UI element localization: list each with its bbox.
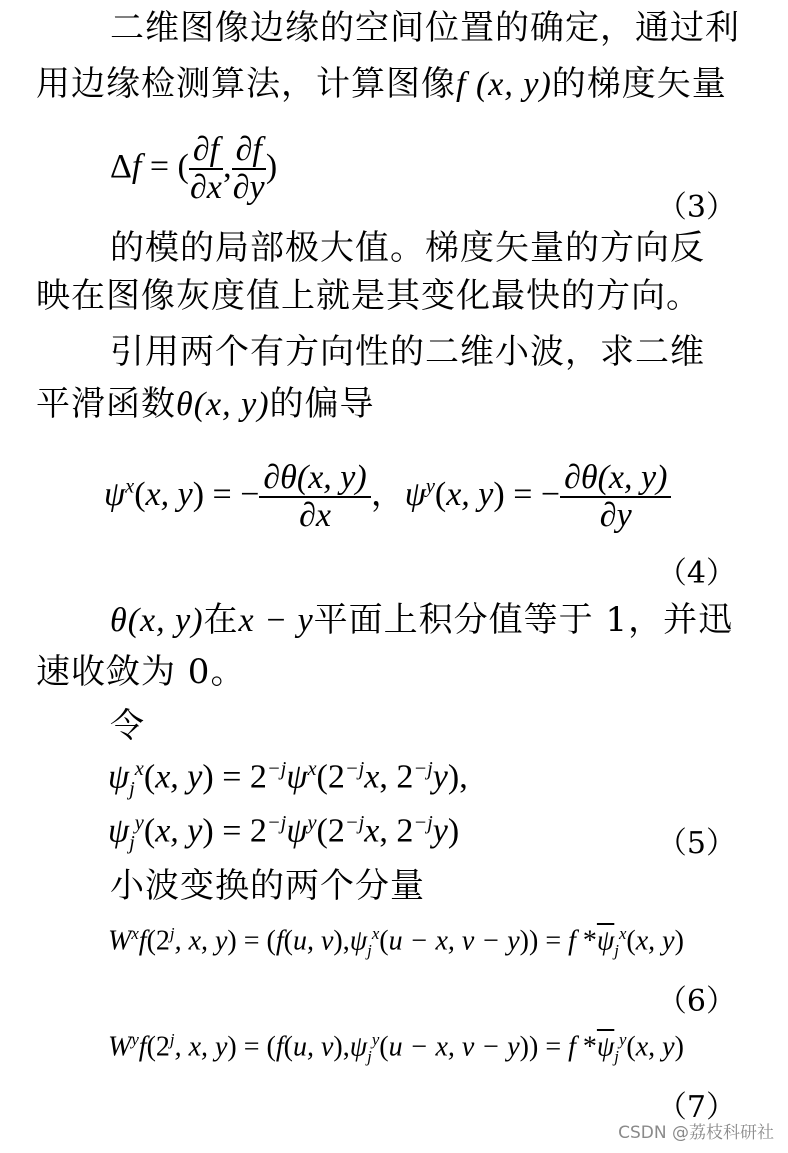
- paragraph-4-line-1: θ(x, y)在x − y平面上积分值等于 1，并迅: [110, 600, 734, 640]
- paragraph-3-line-2: 平滑函数θ(x, y)的偏导: [36, 384, 375, 424]
- paragraph-2-line-2: 映在图像灰度值上就是其变化最快的方向。: [36, 276, 701, 316]
- equation-5-line-1: $\psi_j^x(x$, $y) = 2^{-j}\psi^x(2^{-j}x$, $2^{-j}y$),: [108, 758, 468, 801]
- watermark: CSDN @荔枝科研社: [618, 1123, 774, 1143]
- equation-number-5: （5）: [656, 826, 736, 861]
- paragraph-5-line-1: 令: [110, 706, 145, 746]
- equation-3: Δf = ( $\frac{\partial f}{\partial x}$ , $\frac{\partial f}{\partial y}$ ): [110, 131, 278, 206]
- paragraph-2-line-1: 的模的局部极大值。梯度矢量的方向反: [110, 228, 705, 268]
- paragraph-3-line-1: 引用两个有方向性的二维小波，求二维: [110, 332, 705, 372]
- equation-7: $W^yf(2^j$, x, y) = (f(u, $v),\psi_j^y(u - x$, v − y)) = f $*\overline{\psi}_j^y(x$, y): [108, 1030, 684, 1066]
- math-f-xy: f (x, y): [456, 66, 552, 103]
- paragraph-1-line-2: 用边缘检测算法，计算图像f (x, y)的梯度矢量: [36, 64, 727, 104]
- equation-5-line-2: $\psi_j^y(x$, $y) = 2^{-j}\psi^y(2^{-j}x$, $2^{-j}y$): [108, 812, 460, 855]
- equation-number-6: （6）: [656, 984, 736, 1019]
- paragraph-6-line-1: 小波变换的两个分量: [110, 866, 425, 906]
- paragraph-1-line-1: 二维图像边缘的空间位置的确定，通过利: [110, 8, 740, 48]
- equation-number-3: （3）: [656, 190, 736, 225]
- equation-number-7: （7）: [656, 1090, 736, 1125]
- math-theta-xy: θ(x, y): [176, 386, 270, 423]
- equation-6: $W^xf(2^j$, x, y) = (f(u, $v),\psi_j^x(u - x$, v − y)) = f $*\overline{\psi}_j^x(x$, y): [108, 924, 684, 960]
- paragraph-4-line-2: 速收敛为 0。: [36, 652, 246, 692]
- equation-4: $\psi^x(x$, y) = − $\frac{\partial\theta(x, y)}{\partial x}$ ，$\psi^y(x$, y) = − $\frac{\partial\theta(x, y)}{\partial y}$: [104, 460, 671, 534]
- equation-number-4: （4）: [656, 556, 736, 591]
